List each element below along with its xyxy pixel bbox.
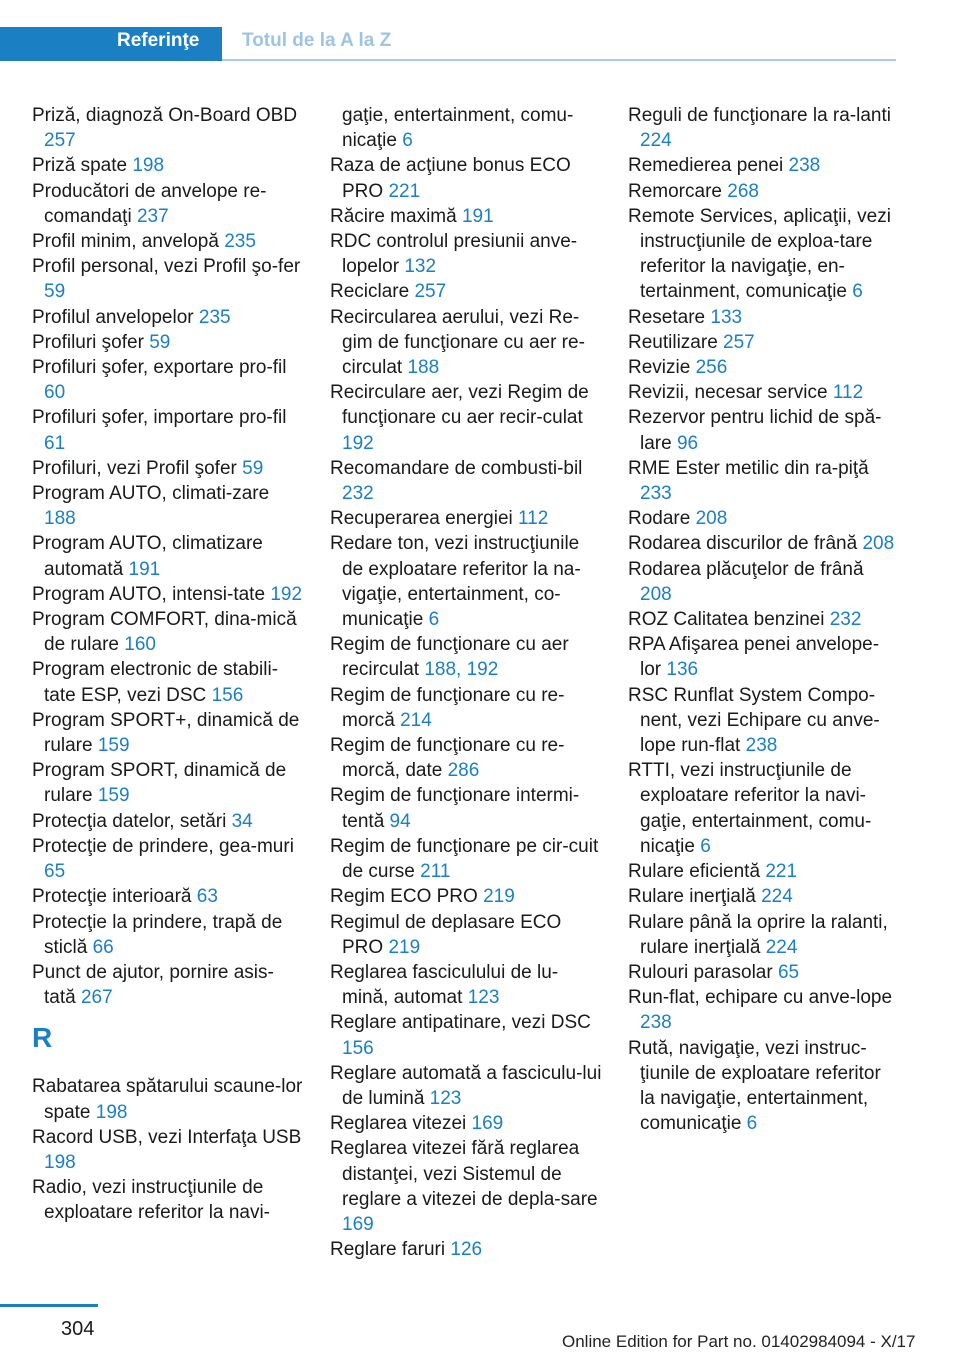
page-reference-link[interactable]: 159	[97, 785, 130, 807]
index-entry-term: Regim de funcţionare cu re‐morcă	[330, 684, 565, 731]
index-entry	[32, 910, 304, 960]
index-entry-term: ROZ Calitatea benzinei	[628, 609, 825, 631]
index-entry	[628, 305, 900, 330]
page-reference-link[interactable]: 192	[342, 432, 374, 454]
index-entry	[628, 531, 900, 556]
index-entry	[628, 405, 900, 455]
index-entry	[330, 1010, 602, 1060]
page-reference-link[interactable]: 63	[196, 886, 218, 908]
index-entry	[330, 960, 602, 1010]
index-entry-term: Rodarea plăcuţelor de frână	[628, 558, 864, 580]
index-entry	[32, 355, 304, 405]
page-reference-link[interactable]: 188	[44, 508, 76, 530]
index-entry	[628, 910, 900, 960]
page-reference-link[interactable]: 59	[242, 457, 264, 479]
page-reference-link[interactable]: 257	[723, 331, 755, 353]
page-reference-link[interactable]: 61	[44, 432, 66, 454]
index-entry-term: Racord USB, vezi Interfaţa USB	[32, 1126, 302, 1148]
index-entry	[330, 1061, 602, 1111]
index-entry-term: Recirculare aer, vezi Regim de funcţionare cu aer recir‐culat	[330, 382, 589, 429]
index-entry-term: Punct de ajutor, pornire asis‐tată	[32, 961, 274, 1009]
index-entry-term: Program COMFORT, dina‐mică de rulare	[32, 609, 297, 656]
index-entry-term: Protecţie la prindere, trapă de sticlă	[32, 911, 283, 958]
index-column-3	[628, 103, 900, 1136]
index-entry-term: RTTI, vezi instrucţiunile de exploatare referitor la navi‐gaţie, entertainment, comu‐nicaţie	[628, 760, 872, 857]
index-entry	[628, 884, 900, 909]
page-reference-link[interactable]: 208	[695, 508, 728, 530]
tab-totul-de-la-a-la-z[interactable]: Totul de la A la Z	[242, 30, 392, 51]
index-entry	[330, 834, 602, 884]
index-entry	[628, 330, 900, 355]
page-reference-link[interactable]: 192	[270, 583, 303, 605]
index-entry-term: Profiluri şofer	[32, 331, 144, 353]
index-entry	[32, 834, 304, 884]
index-entry-term: Revizie	[628, 357, 691, 379]
index-entry-term: Rulare până la oprire la ralanti, rulare inerţială	[628, 911, 888, 958]
index-entry	[628, 859, 900, 884]
index-entry-term: Regim de funcţionare cu re‐morcă, date	[330, 735, 565, 782]
page-reference-link[interactable]: 60	[44, 382, 66, 404]
page-reference-link[interactable]: 6	[402, 130, 413, 152]
index-entry	[628, 153, 900, 178]
index-entry-term: Profilul anvelopelor	[32, 306, 194, 328]
index-entry-term: Program AUTO, climatizare automată	[32, 533, 263, 580]
page-reference-link[interactable]: 198	[44, 1151, 76, 1173]
index-entry-term: Regim de funcţionare pe cir‐cuit de curse	[330, 835, 599, 883]
index-entry-term: Protecţie interioară	[32, 886, 192, 908]
index-entry	[32, 657, 304, 707]
index-entry	[628, 632, 900, 682]
index-entry	[330, 910, 602, 960]
page-reference-link[interactable]: 123	[467, 987, 500, 1009]
page-reference-link[interactable]: 221	[765, 861, 798, 883]
index-entry-term: Rodare	[628, 508, 691, 530]
page-reference-link[interactable]: 238	[745, 735, 778, 757]
index-entry	[32, 531, 304, 581]
index-entry-term: Regimul de deplasare ECO PRO	[330, 911, 562, 958]
index-entry	[628, 204, 900, 305]
tab-referinte-label: Referinţe	[117, 30, 200, 51]
index-entry	[628, 960, 900, 985]
page-reference-link[interactable]: 159	[97, 735, 130, 757]
index-entry-term: Recuperarea energiei	[330, 508, 513, 530]
index-entry	[32, 179, 304, 229]
index-entry-term: Regim de funcţionare intermi‐tentă	[330, 785, 580, 832]
index-entry	[32, 884, 304, 909]
index-entry	[32, 405, 304, 455]
page-reference-link[interactable]: 59	[44, 281, 66, 303]
page-reference-link[interactable]: 257	[44, 130, 76, 152]
index-entry	[628, 985, 900, 1035]
page-reference-link[interactable]: 6	[700, 835, 711, 857]
page-reference-link[interactable]: 198	[95, 1101, 128, 1123]
index-entry-term: gaţie, entertainment, comu‐nicaţie	[342, 105, 574, 152]
page-reference-link[interactable]: 224	[761, 886, 793, 908]
index-entry-term: Reciclare	[330, 281, 410, 303]
page-reference-link[interactable]: 235	[198, 306, 231, 328]
index-entry-term: Reglare faruri	[330, 1239, 446, 1261]
index-entry	[330, 884, 602, 909]
index-entry	[32, 582, 304, 607]
index-entry-term: Regim ECO PRO	[330, 886, 478, 908]
index-entry-term: Profil personal, vezi Profil şo‐fer	[32, 256, 301, 278]
page-reference-link[interactable]: 6	[852, 281, 863, 303]
section-letter-heading: R	[32, 1022, 53, 1054]
page-reference-link[interactable]: 208	[862, 533, 895, 555]
index-entry	[32, 758, 304, 808]
index-entry	[32, 960, 304, 1010]
index-entry	[330, 783, 602, 833]
page-reference-link[interactable]: 6	[746, 1113, 758, 1135]
header-divider	[222, 59, 896, 61]
index-entry	[330, 1136, 602, 1237]
index-entry-term: Reglarea vitezei	[330, 1113, 467, 1135]
page-reference-link[interactable]: 94	[389, 810, 411, 832]
index-entry-term: Program electronic de stabili‐tate ESP, vezi DSC	[32, 659, 279, 706]
index-entry-term: Recircularea aerului, vezi Re‐gim de funcţionare cu aer re‐circulat	[330, 306, 585, 379]
index-entry	[330, 229, 602, 279]
index-entry	[628, 683, 900, 759]
page-reference-link[interactable]: 233	[640, 483, 672, 505]
index-entry-term: Rulouri parasolar	[628, 961, 773, 983]
index-entry-term: Reglarea vitezei fără reglarea distanţei, vezi Sistemul de reglare a vitezei de depla‐sare	[330, 1138, 598, 1210]
page-reference-link[interactable]: 235	[224, 231, 256, 253]
index-entry-term: RPA Afişarea penei anvelope‐lor	[628, 634, 880, 681]
page-reference-link[interactable]: 232	[829, 609, 862, 631]
index-entry	[32, 456, 304, 481]
index-entry-term: Remote Services, aplicaţii, vezi instrucţiunile de exploa‐tare referitor la navigaţie, en‐tertainment, comunicaţie	[628, 205, 891, 303]
index-entry-term: RDC controlul presiunii anve‐lopelor	[330, 231, 578, 278]
index-entry-term: Priză spate	[32, 155, 128, 177]
page-reference-link[interactable]: 221	[388, 180, 421, 202]
page-reference-link[interactable]: 219	[483, 886, 515, 908]
index-column-1	[32, 103, 304, 1226]
page-reference-link[interactable]: 96	[676, 432, 699, 454]
index-entry-term: Remedierea penei	[628, 155, 784, 177]
index-entry-term: Program SPORT, dinamică de rulare	[32, 760, 287, 807]
index-entry-term: Rodarea discurilor de frână	[628, 533, 858, 555]
index-entry	[628, 758, 900, 859]
index-entry-term: RME Ester metilic din ra‐piţă	[628, 457, 869, 479]
index-entry-term: Program SPORT+, dinamică de rulare	[32, 709, 300, 757]
index-entry	[628, 1036, 900, 1137]
index-entry	[628, 607, 900, 632]
index-entry-term: Reguli de funcţionare la ra‐lanti	[628, 105, 891, 126]
index-entry-term: Răcire maximă	[330, 205, 457, 227]
index-entry	[32, 254, 304, 304]
index-entry-term: Redare ton, vezi instrucţiunile de exploatare referitor la na‐vigaţie, entertainment, co‐municaţie	[330, 533, 581, 631]
index-entry-term: Regim de funcţionare cu aer recirculat	[330, 634, 569, 681]
page-reference-link[interactable]: 132	[404, 256, 437, 278]
page-reference-link[interactable]: 65	[44, 861, 66, 883]
page-reference-link[interactable]: 224	[640, 130, 672, 152]
index-entry-term: Producători de anvelope re‐comandaţi	[32, 180, 267, 227]
index-entry	[330, 279, 602, 304]
page-reference-link[interactable]: 169	[471, 1113, 504, 1135]
index-entry	[628, 557, 900, 607]
page-reference-link[interactable]: 268	[727, 180, 759, 202]
index-entry	[628, 355, 900, 380]
page-reference-link[interactable]: 6	[428, 609, 440, 631]
index-entry-term: Protecţie de prindere, gea‐muri	[32, 835, 294, 857]
page-reference-link[interactable]: 133	[710, 306, 743, 328]
index-entry	[330, 506, 602, 531]
page-reference-link[interactable]: 65	[777, 961, 800, 983]
index-entry	[32, 1175, 304, 1225]
index-entry	[330, 1111, 602, 1136]
page-reference-link[interactable]: 126	[450, 1239, 483, 1261]
index-entry	[32, 1074, 304, 1124]
index-entry	[330, 733, 602, 783]
page-reference-link[interactable]: 286	[447, 760, 480, 782]
index-entry-term: Reglare automată a fasciculu‐lui de lumină	[330, 1062, 602, 1109]
page-reference-link[interactable]: 214	[400, 709, 432, 731]
footer-divider	[0, 1304, 98, 1307]
page-reference-link[interactable]: 156	[211, 684, 244, 706]
page-reference-link[interactable]: 34	[231, 810, 253, 832]
index-entry	[628, 179, 900, 204]
page-reference-link[interactable]: 191	[461, 205, 494, 227]
page-reference-link[interactable]: 267	[80, 987, 113, 1009]
index-entry	[330, 153, 602, 203]
index-entry-term: Remorcare	[628, 180, 722, 202]
edition-text: Online Edition for Part no. 01402984094 - X/17	[562, 1332, 916, 1351]
page-number: 304	[61, 1318, 95, 1340]
index-entry-term: Recomandare de combusti‐bil	[330, 457, 583, 479]
page-reference-link[interactable]: 136	[666, 659, 699, 681]
index-entry-term: Rulare inerţială	[628, 886, 756, 908]
index-column-2	[330, 103, 602, 1262]
index-entry	[32, 305, 304, 330]
index-entry-term: Reutilizare	[628, 331, 718, 353]
index-entry	[330, 683, 602, 733]
index-entry-term: Rezervor pentru lichid de spă‐lare	[628, 407, 882, 454]
index-entry-term: Profil minim, anvelopă	[32, 231, 219, 253]
index-entry-term: Run-flat, echipare cu anve‐lope	[628, 987, 893, 1009]
page-reference-link[interactable]: 191	[128, 558, 161, 580]
index-entry	[330, 456, 602, 506]
index-entry	[330, 380, 602, 456]
index-entry-term: RSC Runflat System Compo‐nent, vezi Echipare cu anve‐lope run-flat	[628, 684, 880, 757]
index-entry-term: Program AUTO, climati‐zare	[32, 483, 270, 505]
page-reference-link[interactable]: 257	[414, 281, 447, 303]
page-reference-link[interactable]: 66	[92, 936, 114, 958]
page-reference-link[interactable]: 211	[420, 861, 451, 883]
page-reference-link[interactable]: 237	[136, 205, 169, 227]
index-entry	[330, 632, 602, 682]
header	[0, 27, 896, 61]
page-reference-link[interactable]: 238	[788, 155, 821, 177]
index-entry-term: Rabatarea spătarului scaune‐lor spate	[32, 1076, 303, 1123]
index-entry	[330, 531, 602, 632]
index-entry-term: Profiluri şofer, importare pro‐fil	[32, 407, 287, 429]
index-entry-term: Radio, vezi instrucţiunile de exploatare referitor la navi‐	[32, 1177, 270, 1224]
page-reference-link[interactable]: 112	[832, 382, 864, 404]
page-reference-link[interactable]: 112	[518, 508, 549, 530]
index-entry	[32, 330, 304, 355]
index-entry	[330, 204, 602, 229]
page-reference-link[interactable]: 256	[695, 357, 728, 379]
index-entry-term: Resetare	[628, 306, 706, 328]
index-entry-term: Program AUTO, intensi‐tate	[32, 583, 266, 605]
page-reference-link[interactable]: 238	[640, 1012, 672, 1034]
index-entry	[330, 1237, 602, 1262]
page-reference-link[interactable]: 208	[640, 583, 672, 605]
index-entry	[32, 607, 304, 657]
page-reference-link[interactable]: 59	[149, 331, 171, 353]
index-entry-term: Priză, diagnoză On-Board OBD	[32, 105, 298, 126]
index-entry	[32, 229, 304, 254]
page-reference-link[interactable]: 198	[132, 155, 165, 177]
index-entry	[628, 103, 900, 153]
index-entry-term: Reglarea fasciculului de lu‐mină, automat	[330, 961, 559, 1009]
index-entry-term: Reglare antipatinare, vezi DSC	[330, 1012, 591, 1034]
index-entry	[330, 103, 602, 153]
page-reference-link[interactable]: 232	[342, 483, 374, 505]
index-entry	[628, 456, 900, 506]
index-entry	[32, 103, 304, 153]
tab-referinte[interactable]	[0, 27, 222, 61]
index-entry-term: Rută, navigaţie, vezi instruc‐ţiunile de exploatare referitor la navigaţie, entertainment, comunicaţie	[628, 1037, 881, 1135]
index-entry	[628, 506, 900, 531]
index-entry	[32, 153, 304, 178]
index-entry	[330, 305, 602, 381]
index-entry-term: Protecţia datelor, setări	[32, 810, 227, 832]
index-entry	[32, 1125, 304, 1175]
index-entry	[32, 708, 304, 758]
page-reference-link[interactable]: 219	[388, 936, 421, 958]
page-reference-link[interactable]: 169	[342, 1213, 374, 1235]
page-reference-link[interactable]: 188, 192	[424, 659, 499, 681]
page-reference-link[interactable]: 224	[765, 936, 798, 958]
index-entry-term: Raza de acţiune bonus ECO PRO	[330, 155, 571, 202]
index-entry	[628, 380, 900, 405]
index-entry	[32, 809, 304, 834]
page-reference-link[interactable]: 188	[407, 357, 440, 379]
page-reference-link[interactable]: 156	[342, 1037, 374, 1059]
page-reference-link[interactable]: 160	[124, 634, 156, 656]
index-entry-term: Rulare eficientă	[628, 861, 761, 883]
index-entry-term: Profiluri, vezi Profil şofer	[32, 457, 237, 479]
page-reference-link[interactable]: 123	[429, 1087, 462, 1109]
index-entry-term: Profiluri şofer, exportare pro‐fil	[32, 357, 287, 379]
index-entry	[32, 481, 304, 531]
index-entry-term: Revizii, necesar service	[628, 382, 828, 404]
